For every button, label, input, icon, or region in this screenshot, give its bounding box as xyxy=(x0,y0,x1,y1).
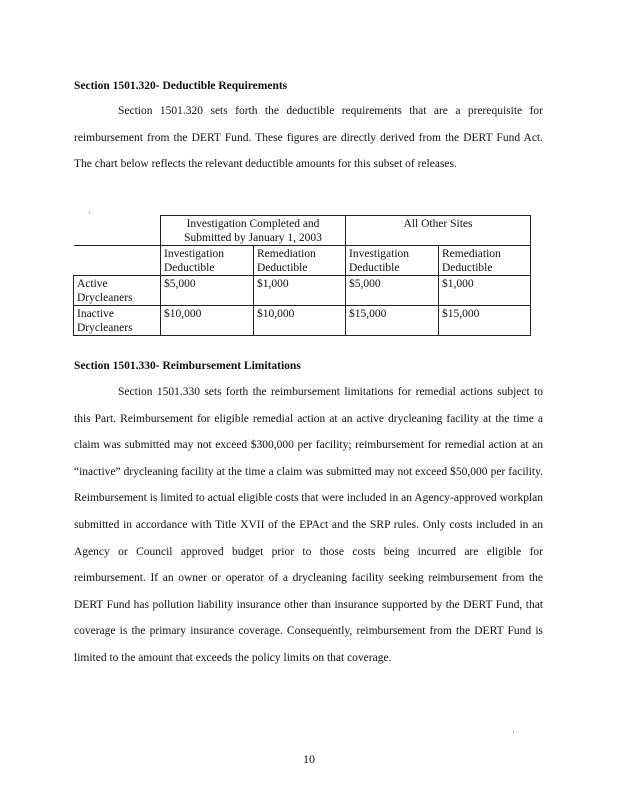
table-row xyxy=(74,276,531,306)
section-1501-320-paragraph: Section 1501.320 sets forth the deductible requirements that are a prerequisite for reimbursement from the DERT Fund. These figures are directly derived from the DERT Fund Act. The chart below reflects the relevant deductible amounts for this subset of releases. xyxy=(74,105,543,171)
table-subheader: Remediation Deductible xyxy=(439,246,531,276)
table-group-header-all-other-sites: All Other Sites xyxy=(346,216,531,246)
table-cell: $1,000 xyxy=(439,276,531,306)
table-cell: $15,000 xyxy=(439,306,531,336)
table-subheader: Investigation Deductible xyxy=(161,246,254,276)
table-cell: $10,000 xyxy=(161,306,254,336)
table-corner-cell xyxy=(74,216,161,246)
table-row-label: Inactive Drycleaners xyxy=(74,306,161,336)
section-1501-330-heading: Section 1501.330- Reimbursement Limitations xyxy=(74,360,301,372)
page-number: 10 xyxy=(303,752,315,766)
table-cell: $5,000 xyxy=(346,276,439,306)
deductible-table xyxy=(73,215,531,336)
table-subheader: Investigation Deductible xyxy=(346,246,439,276)
table-group-header-investigation-completed: Investigation Completed and Submitted by January 1, 2003 xyxy=(161,216,346,246)
table-cell: $1,000 xyxy=(254,276,346,306)
section-1501-330-paragraph: Section 1501.330 sets forth the reimbursement limitations for remedial actions subject to this Part. Reimbursement for eligible remedial action at an active drycleaning facility at the time a claim was submitted may not exceed $300,000 per facility; reimbursement for remedial action at an “inactive” drycleaning facility at the time a claim was submitted may not exceed $50,000 per facility. Reimbursement is limited to actual eligible costs that were included in an Agency-approved workplan submitted in accordance with Title XVII of the EPAct and the SRP rules. Only costs included in an Agency or Council approved budget prior to those costs being incurred are eligible for reimbursement. If an owner or operator of a drycleaning facility seeking reimbursement from the DERT Fund has pollution liability insurance other than insurance supported by the DERT Fund, that coverage is the primary insurance coverage. Consequently, reimbursement from the DERT Fund is limited to the amount that exceeds the policy limits on that coverage. xyxy=(74,386,543,664)
table-row-label: Active Drycleaners xyxy=(74,276,161,306)
stray-mark: · xyxy=(512,727,515,737)
table-subheader-row xyxy=(74,246,531,276)
table-subheader-empty-cell xyxy=(74,246,161,276)
table-subheader: Remediation Deductible xyxy=(254,246,346,276)
table-cell: $15,000 xyxy=(346,306,439,336)
table-row xyxy=(74,306,531,336)
section-1501-320-heading: Section 1501.320- Deductible Requirements xyxy=(74,80,288,92)
table-group-header-row xyxy=(74,216,531,246)
table-cell: $10,000 xyxy=(254,306,346,336)
table-cell: $5,000 xyxy=(161,276,254,306)
stray-mark: · xyxy=(88,208,91,218)
